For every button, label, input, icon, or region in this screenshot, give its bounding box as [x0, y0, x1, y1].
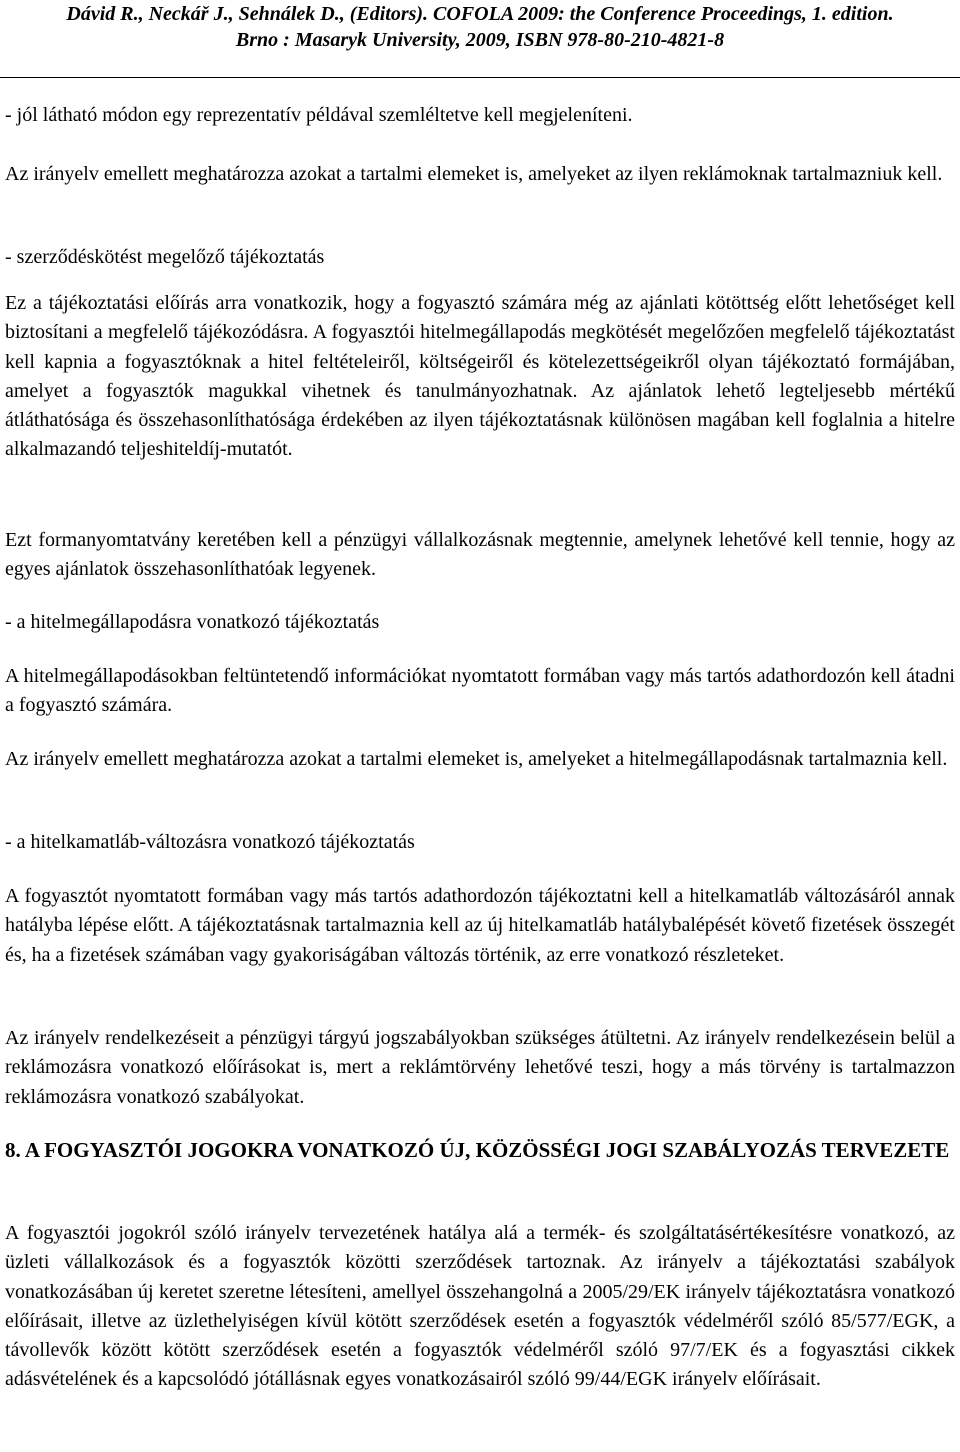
list-item-precontract-info: - szerződéskötést megelőző tájékoztatás	[5, 246, 325, 268]
list-item-interest-rate-change: - a hitelkamatláb-változásra vonatkozó tájékoztatás	[5, 831, 415, 853]
paragraph-interest-rate-change: A fogyasztót nyomtatott formában vagy más tartós adathordozón tájékoztatni kell a hitelkamatláb változásáról annak hatályba lépése előtt. A tájékoztatásnak tartalmaznia kell az új hitelkamatláb hatálybalépését követő fizetések összegét és, ha a fizetések számában vagy gyakoriságában változás történik, az erre vonatkozó részleteket.	[5, 885, 955, 966]
paragraph-transposition: Az irányelv rendelkezéseit a pénzügyi tárgyú jogszabályokban szükséges átültetni. Az irányelv rendelkezésein belül a reklámozásra vonatkozó előírásokat is, mert a reklámtörvény lehetővé teszi, hogy a más törvény is tartalmazzon reklámozásra vonatkozó szabályokat.	[5, 1027, 955, 1108]
paragraph-agreement-content: Az irányelv emellett meghatározza azokat a tartalmi elemeket is, amelyeket a hitelmegállapodásnak tartalmaznia kell.	[5, 748, 948, 770]
list-item-representative-example: - jól látható módon egy reprezentatív példával szemléltetve kell megjeleníteni.	[5, 104, 633, 126]
section-heading: 8. A FOGYASZTÓI JOGOKRA VONATKOZÓ ÚJ, KÖZÖSSÉGI JOGI SZABÁLYOZÁS TERVEZETE	[5, 1138, 950, 1162]
paragraph-consumer-rights-directive: A fogyasztói jogokról szóló irányelv tervezetének hatálya alá a termék- és szolgáltatásértékesítésre vonatkozó, az üzleti vállalkozások és a fogyasztók közötti szerződések tartoznak. Az irányelv a tájékoztatási szabályok vonatkozásában új keretet szeretne létesíteni, amellyel összehangolná a 2005/29/EK irányelv tájékoztatásra vonatkozó előírásait, illetve az üzlethelyiségen kívül kötött szerződések esetén a fogyasztók védelméről szóló 85/577/EGK, a távollevők között kötött szerződések esetén a fogyasztók védelméről szóló 97/7/EK és a fogyasztási cikkek adásvételének és a kapcsolódó jótállásnak egyes vonatkozásairól szóló 99/44/EGK irányelv előírásait.	[5, 1222, 955, 1391]
header-citation-line: Dávid R., Neckář J., Sehnálek D., (Editors). COFOLA 2009: the Conference Proceedings, 1. edition.	[66, 3, 894, 25]
paragraph-credit-agreement-info: A hitelmegállapodásokban feltüntetendő információkat nyomtatott formában vagy más tartós adathordozón kell átadni a fogyasztó számára.	[5, 665, 955, 717]
running-header	[0, 0, 960, 78]
paragraph-precontract-info: Ez a tájékoztatási előírás arra vonatkozik, hogy a fogyasztó számára még az ajánlati kötöttség előtt lehetőséget kell biztosítani a megfelelő tájékozódásra. A fogyasztói hitelmegállapodás megkötését megelőzően megfelelő tájékoztatást kell kapnia a fogyasztóknak a hitel feltételeiről, költségeiről és kötelezettségeikről olyan tájékoztató formájában, amelyet a fogyasztók magukkal vihetnek és tanulmányozhatnak. Az ajánlatok lehető legteljesebb mértékű átláthatósága és összehasonlíthatósága érdekében az ilyen tájékoztatásnak különösen magában kell foglalnia a hitelre alkalmazandó teljeshiteldíj-mutatót.	[5, 292, 955, 461]
header-publisher-line: Brno : Masaryk University, 2009, ISBN 978-80-210-4821-8	[235, 29, 725, 51]
paragraph-advert-content: Az irányelv emellett meghatározza azokat a tartalmi elemeket is, amelyeket az ilyen reklámoknak tartalmazniuk kell.	[5, 163, 943, 185]
list-item-credit-agreement-info: - a hitelmegállapodásra vonatkozó tájékoztatás	[5, 611, 380, 633]
paragraph-standard-form: Ezt formanyomtatvány keretében kell a pénzügyi vállalkozásnak megtennie, amelynek lehetővé kell tennie, hogy az egyes ajánlatok összehasonlíthatóak legyenek.	[5, 529, 955, 581]
